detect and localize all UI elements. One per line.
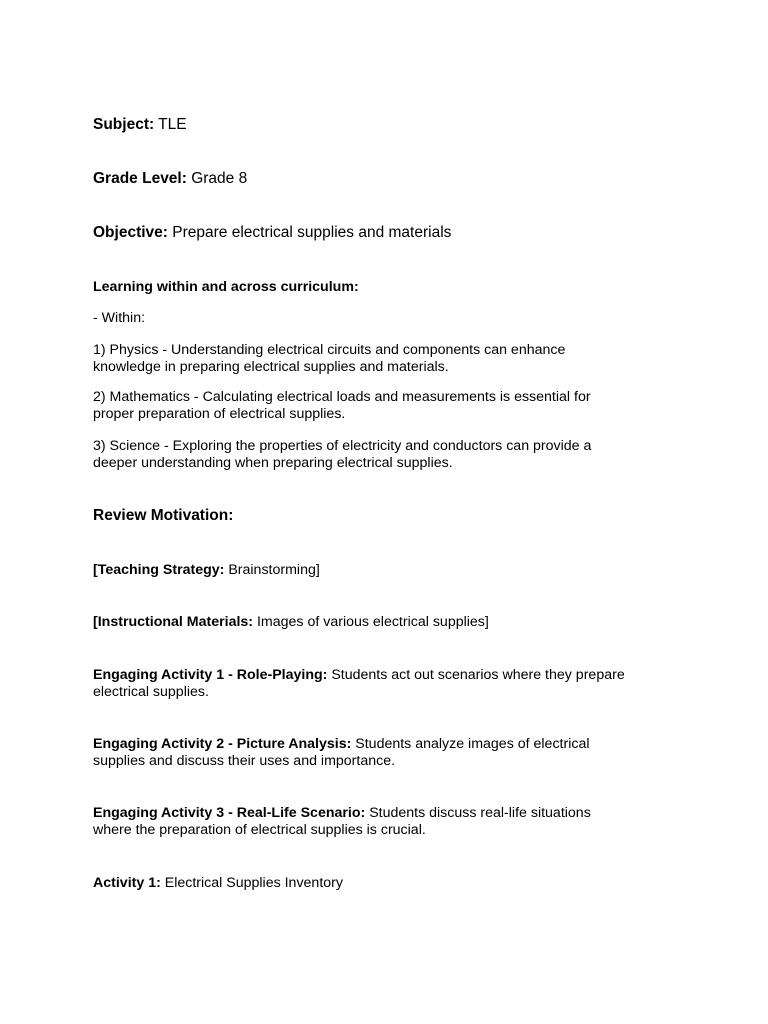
review-motivation-heading	[93, 507, 693, 525]
grade-level-label: Grade Level:	[93, 170, 187, 187]
grade-level-line	[93, 170, 693, 188]
within-item-line: knowledge in preparing electrical supplies and materials.	[93, 358, 449, 375]
engaging-activity-1	[93, 667, 693, 700]
teaching-strategy-label: [Teaching Strategy:	[93, 562, 225, 578]
engaging-activity-label: Engaging Activity 1 - Role-Playing:	[93, 667, 328, 683]
within-item-science	[93, 438, 693, 471]
engaging-activity-text: Students discuss real-life situations	[365, 805, 591, 821]
engaging-activity-3	[93, 805, 693, 838]
learning-heading	[93, 279, 693, 295]
subject-value: TLE	[154, 116, 187, 133]
learning-heading-text: Learning within and across curriculum:	[93, 279, 359, 295]
engaging-activity-label: Engaging Activity 3 - Real-Life Scenario:	[93, 805, 366, 821]
subject-label: Subject:	[93, 116, 155, 133]
instructional-materials-value: Images of various electrical supplies]	[253, 614, 489, 630]
teaching-strategy-value: Brainstorming]	[224, 562, 320, 578]
subject-line	[93, 116, 693, 134]
within-item-line: 2) Mathematics - Calculating electrical loads and measurements is essential for	[93, 389, 591, 405]
teaching-strategy-line	[93, 562, 693, 578]
objective-line	[93, 224, 693, 242]
objective-value: Prepare electrical supplies and materials	[167, 224, 452, 241]
engaging-activity-2	[93, 736, 693, 769]
within-item-line: 3) Science - Exploring the properties of electricity and conductors can provide a	[93, 438, 592, 454]
activity-1-line	[93, 875, 693, 891]
engaging-activity-text: where the preparation of electrical supplies is crucial.	[93, 821, 426, 838]
instructional-materials-label: [Instructional Materials:	[93, 614, 254, 630]
within-item-line: deeper understanding when preparing electrical supplies.	[93, 454, 453, 471]
within-item-mathematics	[93, 389, 693, 422]
grade-level-value: Grade 8	[186, 170, 248, 187]
engaging-activity-text: Students act out scenarios where they prepare	[327, 667, 625, 683]
within-item-line: proper preparation of electrical supplies.	[93, 405, 346, 422]
objective-label: Objective:	[93, 224, 168, 241]
activity-1-label: Activity 1:	[93, 875, 161, 891]
within-item-line: 1) Physics - Understanding electrical circuits and components can enhance	[93, 342, 566, 358]
engaging-activity-text: Students analyze images of electrical	[351, 736, 590, 752]
within-item-physics	[93, 342, 693, 375]
within-label: - Within:	[93, 310, 146, 326]
instructional-materials-line	[93, 614, 693, 630]
engaging-activity-label: Engaging Activity 2 - Picture Analysis:	[93, 736, 352, 752]
activity-1-value: Electrical Supplies Inventory	[160, 875, 343, 891]
review-motivation-text: Review Motivation:	[93, 507, 234, 524]
engaging-activity-text: electrical supplies.	[93, 683, 209, 700]
engaging-activity-text: supplies and discuss their uses and importance.	[93, 752, 396, 769]
